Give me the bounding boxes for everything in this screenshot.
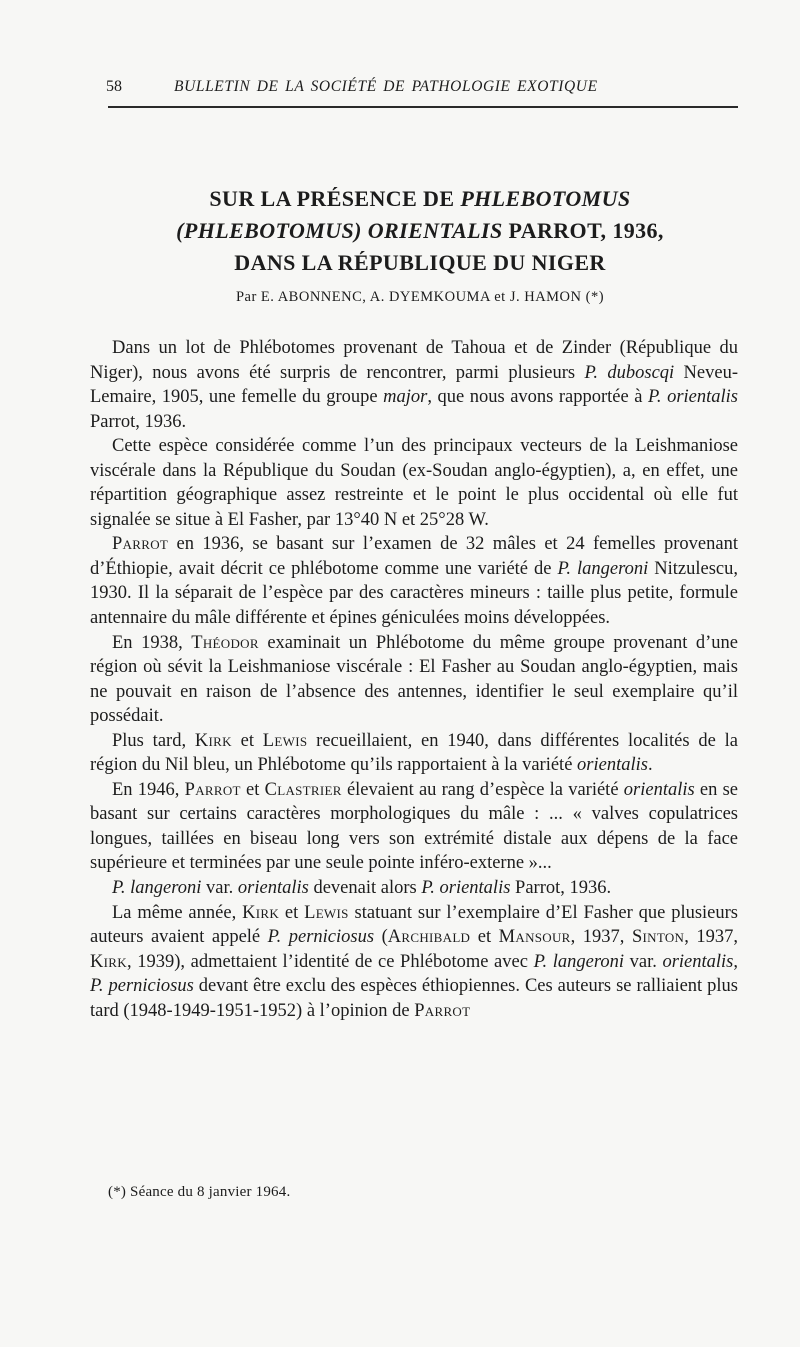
paragraph-1: Dans un lot de Phlébotomes provenant de Tahoua et de Zinder (République du Niger), nous avons été surpris de rencontrer, parmi plusieurs P. duboscqi Neveu-Lemaire, 1905, une femelle du groupe major, que nous avons rapportée à P. orientalis Parrot, 1936. (90, 338, 738, 432)
page-number: 58 (106, 78, 122, 95)
title-line-3: DANS LA RÉPUBLIQUE DU NIGER (234, 250, 606, 275)
paragraph-7: P. langeroni var. orientalis devenait alors P. orientalis Parrot, 1936. (112, 878, 612, 899)
title-line-2: (PHLEBOTOMUS) ORIENTALIS PARROT, 1936, (176, 218, 664, 243)
title-line-1: SUR LA PRÉSENCE DE PHLEBOTOMUS (209, 186, 631, 211)
article-body (90, 336, 738, 1023)
journal-title: BULLETIN DE LA SOCIÉTÉ DE PATHOLOGIE EXOTIQUE (174, 78, 598, 95)
paragraph-6: En 1946, Parrot et Clastrier élevaient au rang d’espèce la variété orientalis en se basant sur certains caractères morphologiques du mâle : ... « valves copulatrices longues, taillées en biseau long vers son extrémité distale aux dépens de la face supérieure et terminées par une seule pointe inféro-externe »... (90, 779, 738, 874)
footnote: (*) Séance du 8 janvier 1964. (108, 1184, 291, 1200)
article-title (90, 183, 750, 279)
paragraph-4: En 1938, Théodor examinait un Phlébotome du même groupe provenant d’une région où sévit la Leishmaniose viscérale : El Fasher au Soudan anglo-égyptien, mais ne pouvait en raison de l’absence des antennes, identifier le seul exemplaire qu’il possédait. (90, 632, 738, 727)
paragraph-2: Cette espèce considérée comme l’un des principaux vecteurs de la Leishmaniose viscérale dans la République du Soudan (ex-Soudan anglo-égyptien), a, en effet, une répartition géographique assez restreinte et le point le plus occidental où elle fut signalée se situe à El Fasher, par 13°40 N et 25°28 W. (90, 436, 738, 530)
author-byline: Par E. ABONNENC, A. DYEMKOUMA et J. HAMON (*) (235, 289, 605, 305)
paragraph-8: La même année, Kirk et Lewis statuant sur l’exemplaire d’El Fasher que plusieurs auteurs avaient appelé P. perniciosus (Archibald et Mansour, 1937, Sinton, 1937, Kirk, 1939), admettaient l’identité de ce Phlébotome avec P. langeroni var. orientalis, P. perniciosus devant être exclu des espèces éthiopiennes. Ces auteurs se ralliaient plus tard (1948-1949-1951-1952) à l’opinion de Parrot (90, 902, 739, 1021)
paragraph-5: Plus tard, Kirk et Lewis recueillaient, en 1940, dans différentes localités de la région du Nil bleu, un Phlébotome qu’ils rapportaient à la variété orientalis. (90, 730, 738, 776)
paragraph-3: Parrot en 1936, se basant sur l’examen de 32 mâles et 24 femelles provenant d’Éthiopie, avait décrit ce phlébotome comme une variété de P. langeroni Nitzulescu, 1930. Il la séparait de l’espèce par des caractères mineurs : taille plus petite, formule antennaire du mâle différente et épines géniculées moins développées. (90, 534, 738, 629)
header-rule (108, 106, 738, 108)
running-head (106, 78, 738, 106)
